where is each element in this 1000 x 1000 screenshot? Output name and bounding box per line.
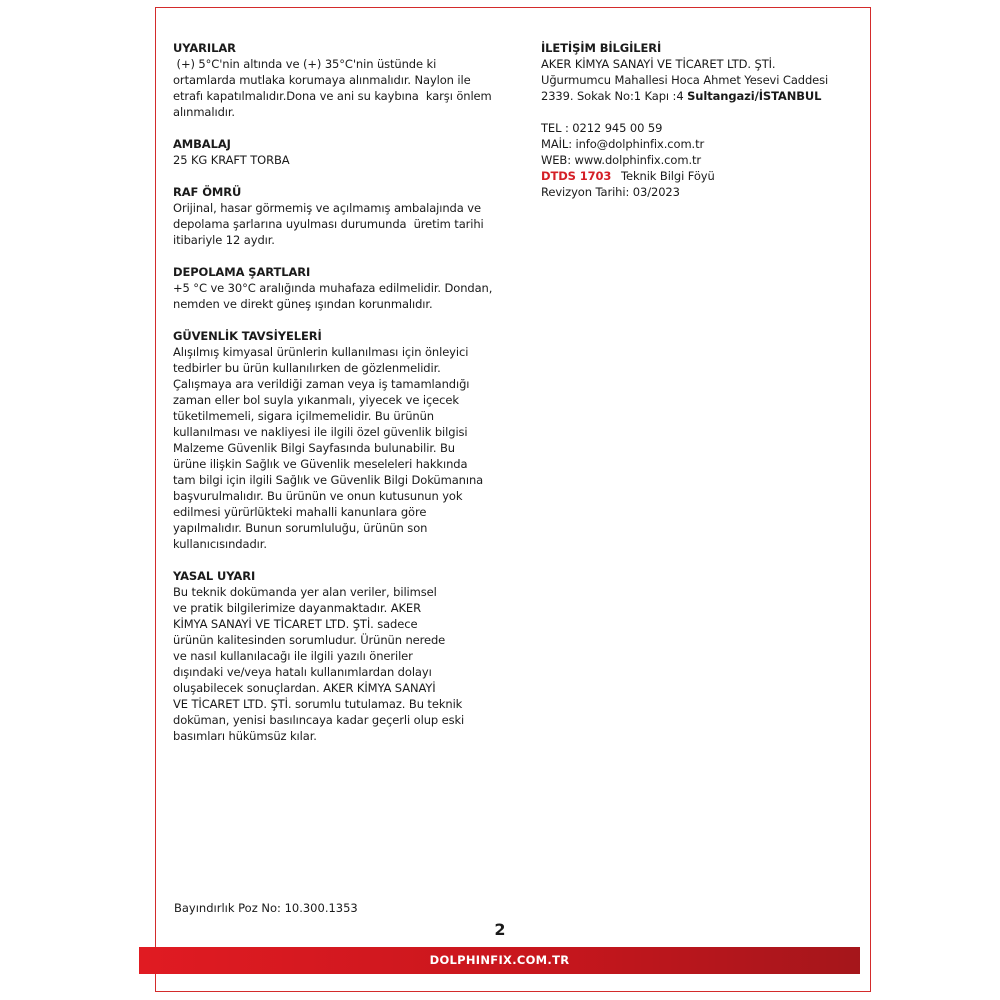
uyarilar-line: alınmalıdır. [173, 105, 235, 119]
yasal-line: basımları hükümsüz kılar. [173, 729, 317, 743]
section-title-uyarilar: UYARILAR [173, 41, 236, 55]
left-column [173, 40, 493, 760]
yasal-line: dışındaki ve/veya hatalı kullanımlardan dolayı [173, 665, 432, 679]
document-code: DTDS 1703 [541, 169, 612, 183]
section-uyarilar [173, 40, 493, 120]
yasal-line: KİMYA SANAYİ VE TİCARET LTD. ŞTİ. sadece [173, 617, 418, 631]
section-title-depolama: DEPOLAMA ŞARTLARI [173, 265, 311, 279]
phone-number: TEL : 0212 945 00 59 [541, 121, 663, 135]
email-address: MAİL: info@dolphinfix.com.tr [541, 137, 705, 151]
guvenlik-line: yapılmalıdır. Bunun sorumluluğu, ürünün son [173, 521, 428, 535]
contact-title: İLETİŞİM BİLGİLERİ [541, 41, 662, 55]
address-street: 2339. Sokak No:1 Kapı :4 [541, 89, 688, 103]
contact-column [541, 40, 841, 200]
section-depolama [173, 264, 493, 312]
guvenlik-line: ürüne ilişkin Sağlık ve Güvenlik meseleleri hakkında [173, 457, 468, 471]
depolama-line: nemden ve direkt güneş ışından korunmalıdır. [173, 297, 433, 311]
section-ambalaj [173, 136, 493, 168]
address-city: İSTANBUL [758, 89, 822, 103]
guvenlik-line: kullanılması ve nakliyesi ile ilgili özel güvenlik bilgisi [173, 425, 468, 439]
guvenlik-line: Çalışmaya ara verildiği zaman veya iş tamamlandığı [173, 377, 470, 391]
section-title-yasal: YASAL UYARI [173, 569, 256, 583]
yasal-line: Bu teknik dokümanda yer alan veriler, bilimsel [173, 585, 437, 599]
footer-website: DOLPHINFIX.COM.TR [429, 953, 570, 967]
guvenlik-line: kullanıcısındadır. [173, 537, 267, 551]
yasal-line: doküman, yenisi basılıncaya kadar geçerli olup eski [173, 713, 465, 727]
uyarilar-line: (+) 5°C'nin altında ve (+) 35°C'nin üstünde ki [173, 57, 437, 71]
revision-date: Revizyon Tarihi: 03/2023 [541, 185, 680, 199]
document-code-line [541, 168, 841, 184]
yasal-line: ve pratik bilgilerimize dayanmaktadır. AKER [173, 601, 421, 615]
guvenlik-line: Alışılmış kimyasal ürünlerin kullanılması için önleyici [173, 345, 469, 359]
uyarilar-line: ortamlarda mutlaka korumaya alınmalıdır. Naylon ile [173, 73, 471, 87]
raf-line: Orijinal, hasar görmemiş ve açılmamış ambalajında ve [173, 201, 481, 215]
ambalaj-line: 25 KG KRAFT TORBA [173, 153, 290, 167]
section-raf-omru [173, 184, 493, 248]
raf-line: itibariyle 12 aydır. [173, 233, 275, 247]
guvenlik-line: edilmesi yürürlükteki mahalli kanunlara göre [173, 505, 427, 519]
footer-banner [139, 947, 860, 974]
depolama-line: +5 °C ve 30°C aralığında muhafaza edilmelidir. Dondan, [173, 281, 493, 295]
guvenlik-line: zaman eller bol suyla yıkanmalı, yiyecek ve içecek [173, 393, 459, 407]
address-line-1: Uğurmumcu Mahallesi Hoca Ahmet Yesevi Caddesi [541, 73, 829, 87]
section-title-raf-omru: RAF ÖMRÜ [173, 185, 242, 199]
document-type: Teknik Bilgi Föyü [621, 169, 715, 183]
page-number: 2 [494, 920, 506, 939]
yasal-line: VE TİCARET LTD. ŞTİ. sorumlu tutulamaz. Bu teknik [173, 697, 463, 711]
guvenlik-line: tam bilgi için ilgili Sağlık ve Güvenlik Bilgi Dokümanına [173, 473, 484, 487]
section-yasal-uyari [173, 568, 493, 744]
guvenlik-line: başvurulmalıdır. Bu ürünün ve onun kutusunun yok [173, 489, 463, 503]
address-district: Sultangazi/ [687, 89, 759, 103]
guvenlik-line: tüketilmemeli, sigara içilmemelidir. Bu ürünün [173, 409, 434, 423]
section-title-guvenlik: GÜVENLİK TAVSİYELERİ [173, 329, 322, 343]
website-address: WEB: www.dolphinfix.com.tr [541, 153, 702, 167]
yasal-line: ürünün kalitesinden sorumludur. Ürünün nerede [173, 633, 446, 647]
section-guvenlik [173, 328, 493, 552]
poz-number: Bayındırlık Poz No: 10.300.1353 [174, 901, 358, 915]
yasal-line: ve nasıl kullanılacağı ile ilgili yazılı öneriler [173, 649, 413, 663]
company-name: AKER KİMYA SANAYİ VE TİCARET LTD. ŞTİ. [541, 57, 776, 71]
address-line-2 [541, 88, 841, 104]
guvenlik-line: Malzeme Güvenlik Bilgi Sayfasında bulunabilir. Bu [173, 441, 455, 455]
guvenlik-line: tedbirler bu ürün kullanılırken de gözlenmelidir. [173, 361, 441, 375]
raf-line: depolama şarlarına uyulması durumunda üretim tarihi [173, 217, 484, 231]
section-title-ambalaj: AMBALAJ [173, 137, 231, 151]
yasal-line: oluşabilecek sonuçlardan. AKER KİMYA SANAYİ [173, 681, 436, 695]
uyarilar-line: etrafı kapatılmalıdır.Dona ve ani su kaybına karşı önlem [173, 89, 492, 103]
